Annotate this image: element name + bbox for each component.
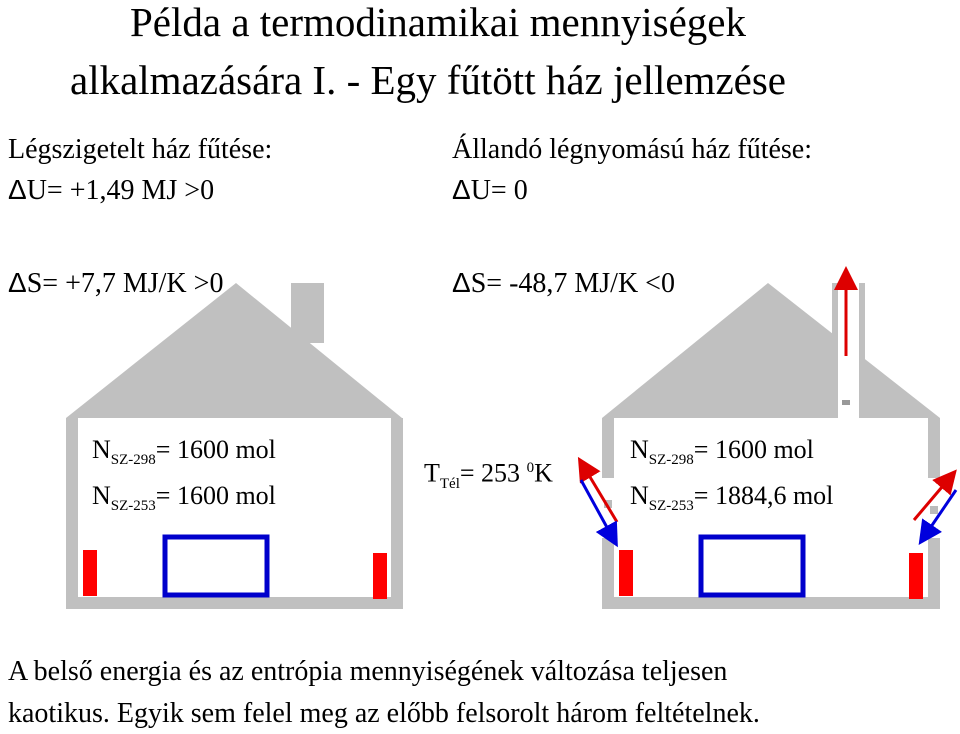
footer-line-1: A belső energia és az entrópia mennyiségének változása teljesen [8, 656, 728, 687]
right-wall-right-top [928, 418, 940, 478]
left-n-298: $N_{SZ-298}= 1600$ mol [92, 435, 276, 469]
superscript: 0 [526, 460, 535, 476]
subscript: SZ-253 [110, 498, 156, 515]
left-n-253: $N_{SZ-253}= 1600$ mol [92, 481, 276, 515]
delta-symbol: Δ [452, 267, 471, 298]
left-window [165, 537, 267, 595]
right-n-298: $N_{SZ-298}= 1600$ mol [630, 435, 814, 469]
left-chimney [291, 283, 324, 343]
right-window [701, 537, 803, 595]
title-line-2: alkalmazására I. - Egy fűtött ház jellemzése [70, 57, 786, 103]
footer-line-2: kaotikus. Egyik sem felel meg az előbb felsorolt három feltételnek. [8, 698, 760, 729]
right-floor [602, 597, 940, 609]
subscript: Tél [439, 475, 460, 492]
delta-symbol: Δ [8, 174, 27, 205]
subscript: SZ-253 [648, 498, 694, 515]
left-heater-left [83, 550, 97, 596]
left-du-text: U= +1,49 MJ >0 [26, 175, 215, 206]
right-vent-right [930, 506, 938, 514]
right-cold-arrow [922, 490, 956, 540]
right-roof [602, 283, 940, 418]
right-du-text: U= 0 [470, 175, 528, 206]
left-heater-right [373, 553, 387, 599]
right-wall-left-top [602, 418, 614, 478]
right-chimney-damper [842, 400, 850, 405]
left-floor [66, 597, 403, 609]
right-heater-right [909, 553, 923, 599]
subscript: SZ-298 [648, 452, 694, 469]
left-heading: Légszigetelt ház fűtése: [8, 134, 273, 165]
left-wall-left [66, 418, 78, 608]
right-ds-text: S= -48,7 MJ/K <0 [470, 268, 675, 299]
title-line-1: Példa a termodinamikai mennyiségek [130, 0, 746, 45]
right-chimney-opening [838, 283, 859, 418]
left-wall-right [391, 418, 403, 608]
subscript: SZ-298 [110, 452, 156, 469]
delta-symbol: Δ [452, 174, 471, 205]
delta-symbol: Δ [8, 267, 27, 298]
right-heading: Állandó légnyomású ház fűtése: [452, 134, 813, 165]
winter-temperature: $T_{Tél}= 253$ $^0$K [424, 458, 553, 492]
right-n-253: $N_{SZ-253}= 1884,6$ mol [630, 481, 834, 515]
right-heater-left [619, 550, 633, 596]
left-ds-text: S= +7,7 MJ/K >0 [26, 268, 224, 299]
left-roof [66, 283, 402, 418]
